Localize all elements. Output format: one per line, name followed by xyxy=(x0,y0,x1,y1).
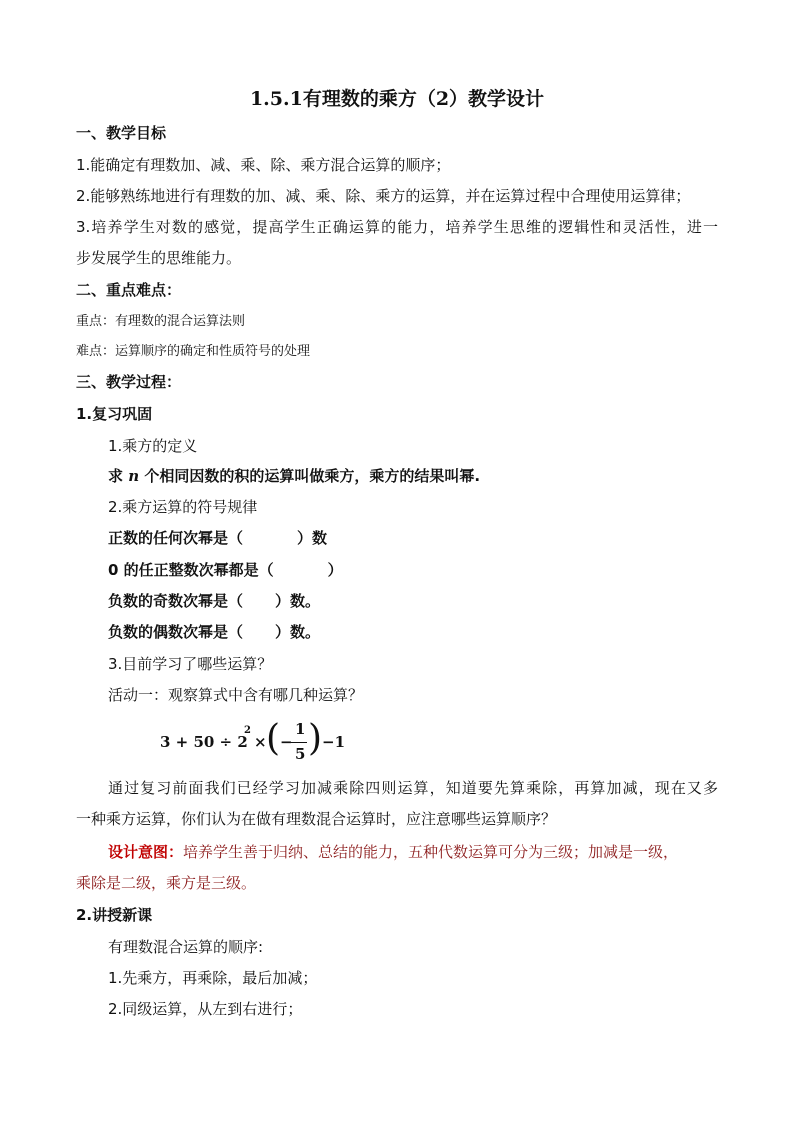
sign-rule-4 xyxy=(108,622,320,642)
goals-heading: 一、教学目标 xyxy=(76,124,167,142)
formula-exponent: 2 xyxy=(244,725,251,736)
order-rule-2: 2.同级运算，从左到右进行； xyxy=(108,1000,303,1018)
sign-rule-3-b: ）数。 xyxy=(275,592,321,610)
review-paragraph-line-2: 一种乘方运算，你们认为在做有理数混合运算时，应注意哪些运算顺序？ xyxy=(76,810,557,828)
formula-times: × xyxy=(254,733,267,751)
activity-one: 活动一：观察算式中含有哪几种运算？ xyxy=(108,686,364,704)
order-heading: 有理数混合运算的顺序: xyxy=(108,938,264,956)
new-lesson-heading: 2.讲授新课 xyxy=(76,906,153,924)
fraction-numerator: 1 xyxy=(295,720,306,738)
design-intent-label: 设计意图： xyxy=(108,843,184,861)
fraction-denominator: 5 xyxy=(295,745,306,763)
sign-rule-3 xyxy=(108,591,320,611)
goal-item-2: 2.能够熟练地进行有理数的加、减、乘、除、乘方的运算，并在运算过程中合理使用运算律； xyxy=(76,187,691,205)
sign-rule-2-a: 0 的任正整数次幂都是（ xyxy=(108,561,274,579)
sign-rule-2-b: ） xyxy=(327,561,343,579)
formula-minus: − xyxy=(280,733,293,751)
formula-tail: −1 xyxy=(322,733,346,751)
definition-text-b: 个相同因数的积的运算叫做乘方，乘方的结果叫幂. xyxy=(144,467,481,485)
goal-item-3-cont: 步发展学生的思维能力。 xyxy=(76,249,242,267)
design-intent-line-1 xyxy=(108,842,678,862)
review-heading: 1.复习巩固 xyxy=(76,405,153,423)
sign-rule-2 xyxy=(108,560,343,580)
sign-rule-1-a: 正数的任何次幂是（ xyxy=(108,529,244,547)
key-point: 重点：有理数的混合运算法则 xyxy=(76,314,246,329)
difficult-point: 难点：运算顺序的确定和性质符号的处理 xyxy=(76,344,311,359)
definition-n: n xyxy=(128,467,140,485)
page-title: 1.5.1有理数的乘方（2）教学设计 xyxy=(249,88,545,110)
right-paren: ) xyxy=(308,718,323,759)
process-heading: 三、教学过程： xyxy=(76,373,182,391)
sign-rules-heading: 2.乘方运算的符号规律 xyxy=(108,498,258,516)
key-heading: 二、重点难点： xyxy=(76,281,182,299)
definition-heading: 1.乘方的定义 xyxy=(108,437,198,455)
sign-rule-4-b: ）数。 xyxy=(275,623,321,641)
left-paren: ( xyxy=(266,718,281,759)
sign-rule-1 xyxy=(108,528,327,548)
review-paragraph-line-1: 通过复习前面我们已经学习加减乘除四则运算，知道要先算乘除，再算加减，现在又多 xyxy=(108,779,718,797)
formula-left: 3 + 50 ÷ 2 xyxy=(160,733,248,751)
design-intent-text-1: 培养学生善于归纳、总结的能力，五种代数运算可分为三级；加减是一级， xyxy=(183,843,679,861)
definition-text xyxy=(108,466,480,486)
goal-item-1: 1.能确定有理数加、减、乘、除、乘方混合运算的顺序； xyxy=(76,156,451,174)
learned-operations-heading: 3.目前学习了哪些运算？ xyxy=(108,655,273,673)
design-intent-line-2: 乘除是二级，乘方是三级。 xyxy=(76,874,257,892)
sign-rule-3-a: 负数的奇数次幂是（ xyxy=(108,592,244,610)
fraction-bar xyxy=(291,742,307,743)
goal-item-3: 3.培养学生对数的感觉，提高学生正确运算的能力，培养学生思维的逻辑性和灵活性，进一 xyxy=(76,218,718,236)
order-rule-1: 1.先乘方，再乘除，最后加减； xyxy=(108,969,318,987)
sign-rule-1-b: ）数 xyxy=(297,529,328,547)
sign-rule-4-a: 负数的偶数次幂是（ xyxy=(108,623,244,641)
definition-text-a: 求 xyxy=(108,467,124,485)
